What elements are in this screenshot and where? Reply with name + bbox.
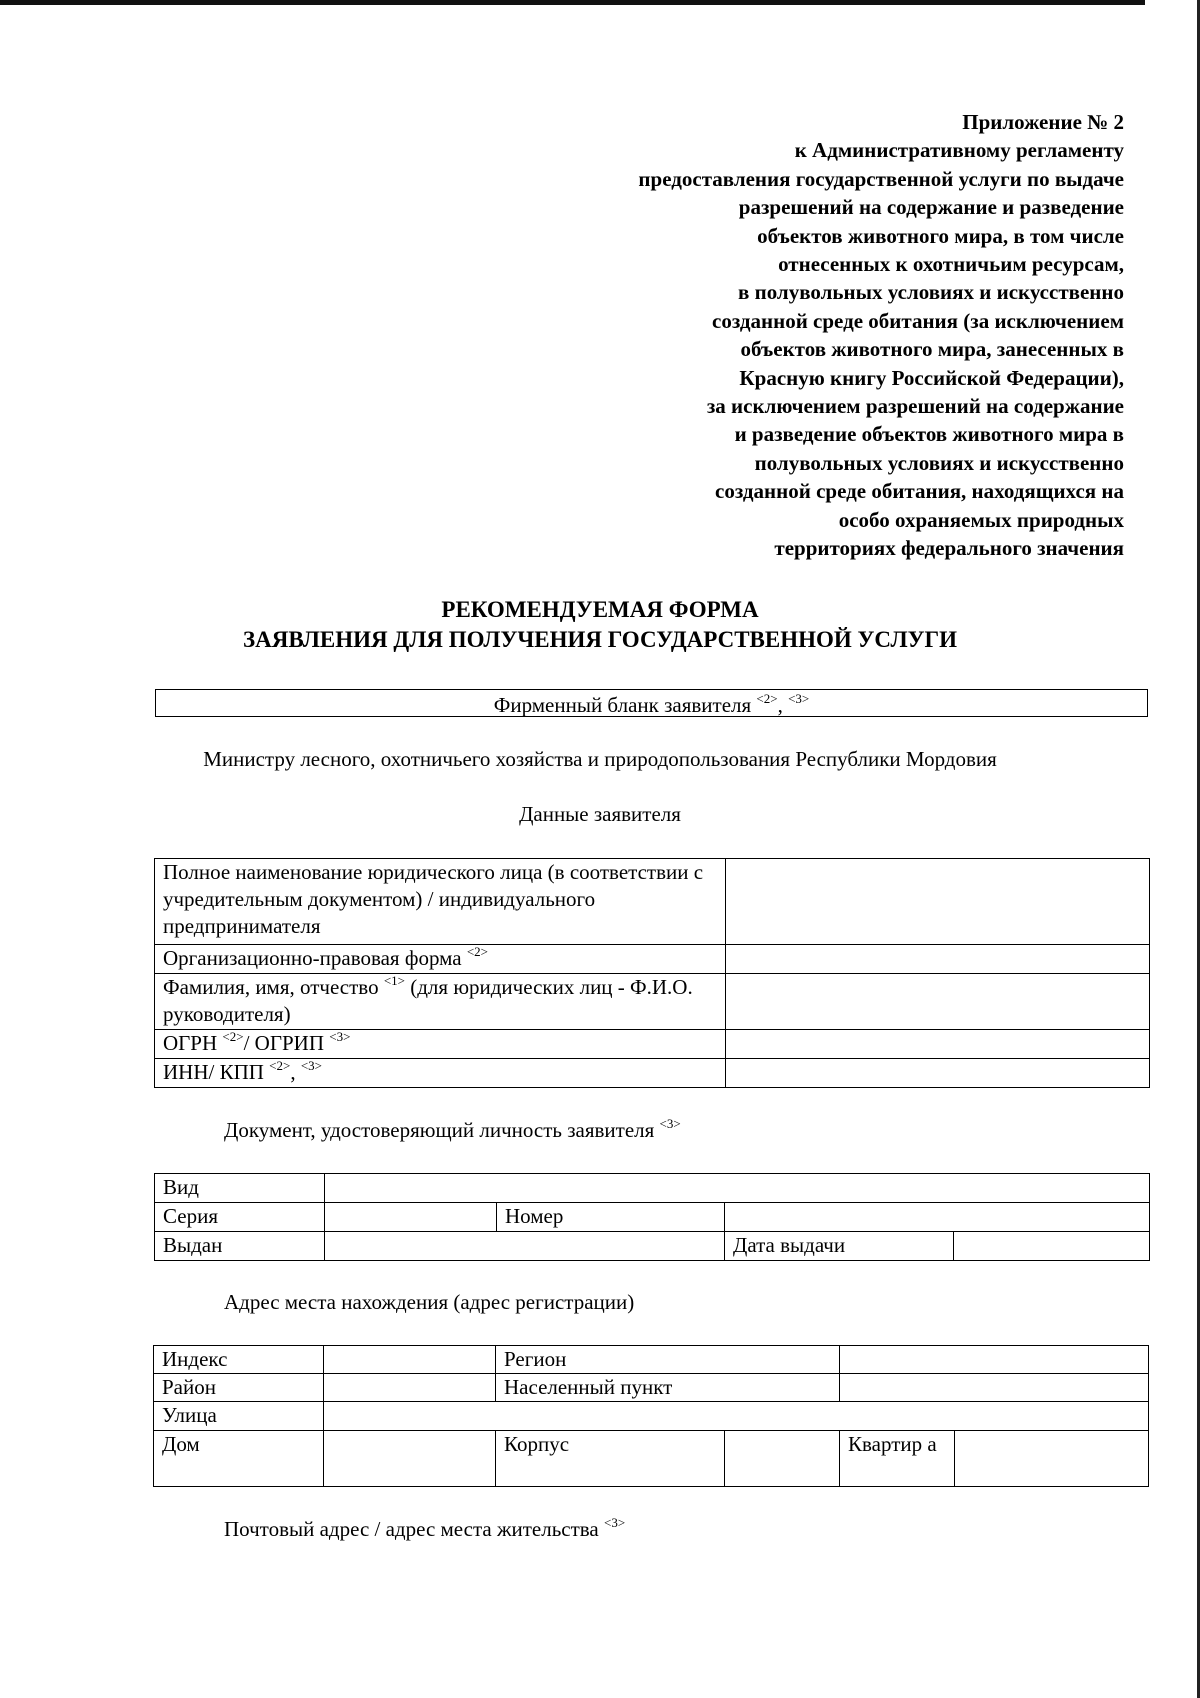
separator: , — [290, 1060, 301, 1084]
district-field[interactable] — [324, 1374, 496, 1402]
index-field[interactable] — [324, 1346, 496, 1374]
house-field[interactable] — [324, 1431, 496, 1487]
doc-number-label: Номер — [497, 1203, 725, 1232]
fio-text-a: Фамилия, имя, отчество — [163, 975, 384, 999]
org-form-field[interactable] — [726, 945, 1150, 974]
appendix-line: в полувольных условиях и искусственно — [738, 280, 1124, 305]
appendix-line: созданной среде обитания (за исключением — [712, 308, 1124, 333]
apartment-label: Квартир а — [840, 1431, 955, 1487]
inn-label — [155, 1059, 726, 1088]
applicant-heading: Данные заявителя — [519, 802, 681, 826]
doc-issued-label: Выдан — [155, 1232, 325, 1261]
addressee: Министру лесного, охотничьего хозяйства и природопользования Республики Мордовия — [203, 747, 997, 771]
appendix-line: за исключением разрешений на содержание — [706, 394, 1124, 419]
appendix-header — [504, 108, 1124, 563]
address-heading: Адрес места нахождения (адрес регистрации) — [224, 1290, 635, 1314]
region-field[interactable] — [840, 1346, 1149, 1374]
form-title — [0, 595, 1200, 655]
building-field[interactable] — [725, 1431, 840, 1487]
appendix-line: территориях федерального значения — [774, 536, 1124, 561]
district-label: Район — [154, 1374, 324, 1402]
form-title-line-2: ЗАЯВЛЕНИЯ ДЛЯ ПОЛУЧЕНИЯ ГОСУДАРСТВЕННОЙ УСЛУГИ — [242, 627, 958, 652]
identity-heading-text: Документ, удостоверяющий личность заявителя — [224, 1118, 660, 1142]
appendix-line: разрешений на содержание и разведение — [738, 195, 1124, 220]
region-label: Регион — [496, 1346, 840, 1374]
ogrn-label — [155, 1030, 726, 1059]
scan-edge-top — [0, 0, 1145, 5]
ogrip-text: / ОГРИП — [243, 1031, 330, 1055]
footnote-ref: <2> — [269, 1058, 291, 1073]
footnote-ref: <3> — [604, 1515, 626, 1530]
full-name-field[interactable] — [726, 859, 1150, 945]
doc-series-label: Серия — [155, 1203, 325, 1232]
doc-number-field[interactable] — [725, 1203, 1150, 1232]
letterhead-box — [155, 689, 1148, 717]
building-label: Корпус — [496, 1431, 725, 1487]
org-form-label — [155, 945, 726, 974]
house-label: Дом — [154, 1431, 324, 1487]
footnote-ref: <3> — [300, 1058, 323, 1073]
locality-field[interactable] — [840, 1374, 1149, 1402]
footnote-ref: <2> — [756, 691, 778, 706]
doc-issue-date-label: Дата выдачи — [725, 1232, 954, 1261]
footnote-ref: <3> — [788, 691, 810, 706]
identity-table — [154, 1173, 1150, 1261]
footnote-ref: <3> — [659, 1116, 681, 1131]
inn-text: ИНН/ КПП — [163, 1060, 270, 1084]
postal-heading-text: Почтовый адрес / адрес места жительства — [224, 1517, 604, 1541]
doc-type-label: Вид — [155, 1174, 325, 1203]
form-title-line-1: РЕКОМЕНДУЕМАЯ ФОРМА — [441, 597, 759, 622]
appendix-line: отнесенных к охотничьим ресурсам, — [778, 252, 1124, 277]
full-name-label: Полное наименование юридического лица (в соответствии с учредительным документом) / индивидуального предпринимателя — [155, 859, 726, 945]
appendix-line: объектов животного мира, в том числе — [757, 223, 1124, 248]
ogrn-text: ОГРН — [163, 1031, 223, 1055]
inn-field[interactable] — [726, 1059, 1150, 1088]
appendix-line: объектов животного мира, занесенных в — [740, 337, 1124, 362]
street-label: Улица — [154, 1402, 324, 1431]
appendix-line: созданной среде обитания, находящихся на — [715, 479, 1124, 504]
fio-text-b: (для юридических лиц - Ф.И.О. руководителя) — [163, 975, 693, 1026]
appendix-line: Приложение № 2 — [962, 110, 1124, 134]
appendix-line: предоставления государственной услуги по выдаче — [638, 166, 1124, 191]
fio-label — [155, 974, 726, 1030]
doc-issue-date-field[interactable] — [954, 1232, 1150, 1261]
doc-type-field[interactable] — [325, 1174, 1150, 1203]
footnote-ref: <2> — [466, 944, 489, 959]
letterhead-label: Фирменный бланк заявителя — [493, 693, 757, 717]
doc-issued-field[interactable] — [325, 1232, 725, 1261]
appendix-line: и разведение объектов животного мира в — [734, 422, 1124, 447]
footnote-ref: <2> — [222, 1029, 244, 1044]
appendix-line: особо охраняемых природных — [838, 507, 1124, 532]
org-form-text: Организационно-правовая форма — [163, 946, 467, 970]
fio-field[interactable] — [726, 974, 1150, 1030]
apartment-field[interactable] — [955, 1431, 1149, 1487]
appendix-line: Красную книгу Российской Федерации), — [739, 365, 1124, 390]
separator: , — [777, 693, 789, 717]
doc-series-field[interactable] — [325, 1203, 497, 1232]
postal-heading — [224, 1515, 625, 1543]
index-label: Индекс — [154, 1346, 324, 1374]
identity-heading — [224, 1116, 681, 1144]
locality-label: Населенный пункт — [496, 1374, 840, 1402]
applicant-table — [154, 858, 1150, 1088]
footnote-ref: <3> — [329, 1029, 351, 1044]
street-field[interactable] — [324, 1402, 1149, 1431]
appendix-line: к Административному регламенту — [794, 138, 1124, 163]
ogrn-field[interactable] — [726, 1030, 1150, 1059]
appendix-line: полувольных условиях и искусственно — [754, 450, 1124, 475]
footnote-ref: <1> — [383, 973, 405, 988]
address-table — [153, 1345, 1149, 1487]
